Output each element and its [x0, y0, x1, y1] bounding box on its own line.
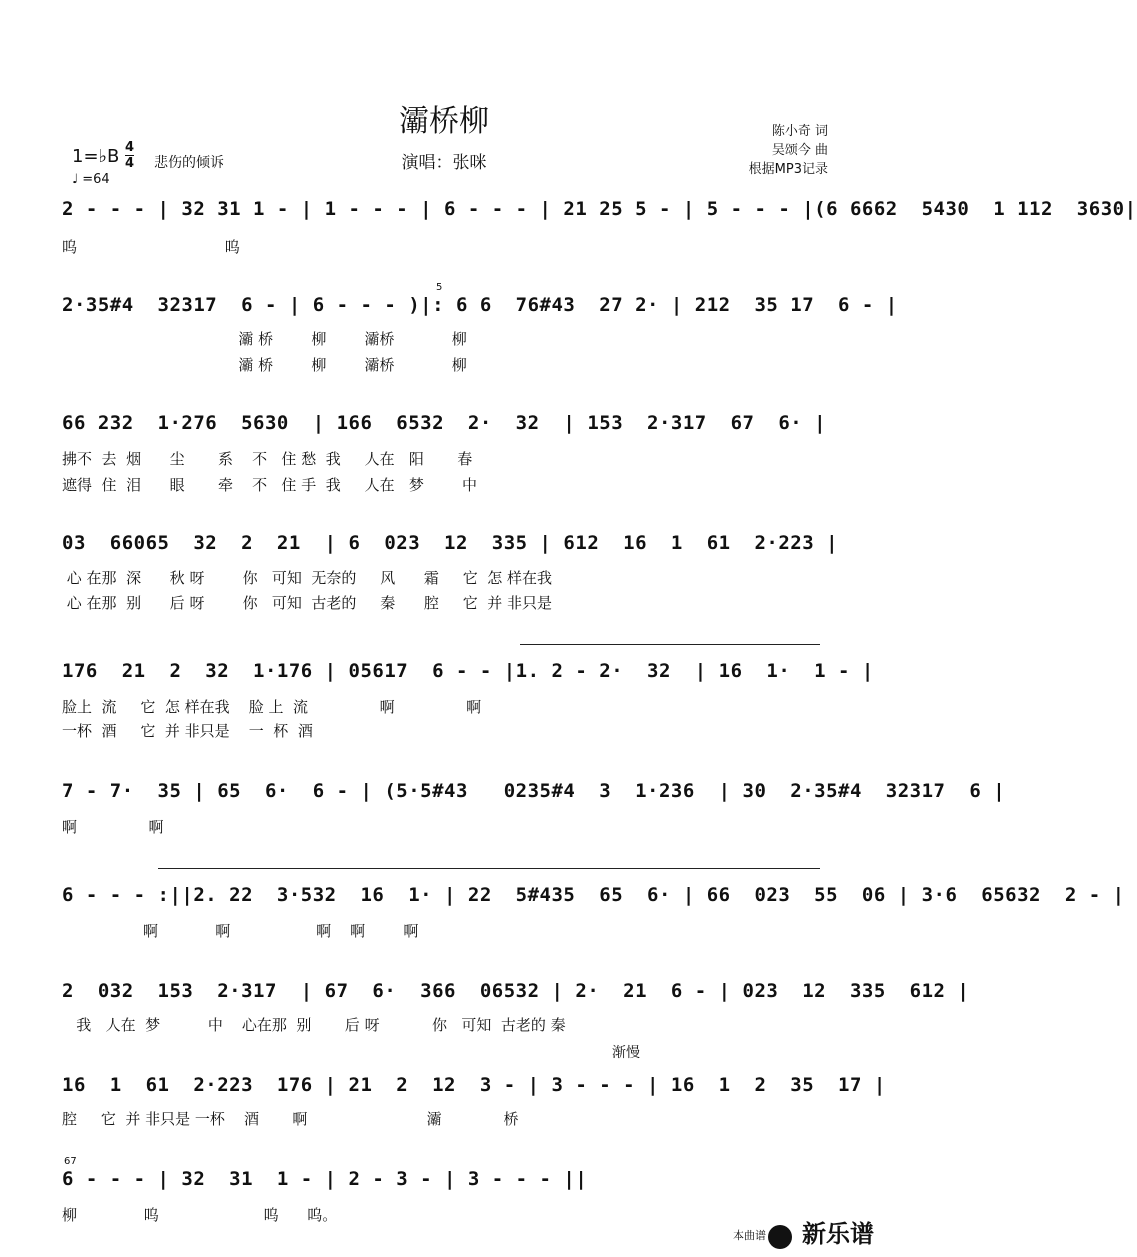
lyrics-row-6-verse-1: 啊 啊	[62, 818, 164, 836]
footer-label: 本曲谱	[733, 1229, 766, 1242]
notation-row-7: 6 - - - :||2. 22 3·532 16 1· | 22 5#435 65 6· | 66 023 55 06 | 3·6 65632 2 - |	[62, 884, 1125, 906]
notation-row-6: 7 - 7· 35 | 65 6· 6 - | (5·5#43 0235#4 3 1·236 | 30 2·35#4 32317 6 |	[62, 780, 1006, 802]
ritardando-marking: 渐慢	[612, 1045, 640, 1061]
time-signature-top: 4	[125, 140, 135, 155]
notation-row-2: 2·35#4 32317 6 - | 6 - - - )|: 6 6 76#43 27 2· | 212 35 17 6 - |	[62, 294, 898, 316]
grace-note-5: 5	[436, 282, 443, 293]
song-title: 灞桥柳	[399, 104, 489, 139]
volta-line-2	[158, 868, 820, 869]
notation-row-1: 2 - - - | 32 31 1 - | 1 - - - | 6 - - - | 21 25 5 - | 5 - - - |(6 6662 5430 1 112 3630|	[62, 198, 1137, 220]
lyrics-row-2-verse-2: 灞 桥 柳 灞桥 柳	[62, 356, 467, 374]
grace-note-67: 67	[64, 1156, 77, 1167]
lyrics-row-8-verse-1: 我 人在 梦 中 心在那 别 后 呀 你 可知 古老的 秦	[62, 1016, 566, 1034]
notation-row-5: 176 21 2 32 1·176 | 05617 6 - - |1. 2 - 2· 32 | 16 1· 1 - |	[62, 660, 874, 682]
notation-row-3: 66 232 1·276 5630 | 166 6532 2· 32 | 153 2·317 67 6· |	[62, 412, 827, 434]
notation-row-9: 16 1 61 2·223 176 | 21 2 12 3 - | 3 - - - | 16 1 2 35 17 |	[62, 1074, 886, 1096]
lyrics-row-5-verse-2: 一杯 酒 它 并 非只是 一 杯 酒	[62, 722, 313, 740]
lyricist-credit: 陈小奇 词	[771, 124, 828, 139]
lyrics-row-10-verse-1: 柳 呜 呜 呜。	[62, 1206, 338, 1224]
tempo-marking: ♩ =64	[72, 172, 110, 187]
brand-logo: 新乐谱	[802, 1220, 874, 1248]
time-signature-bottom: 4	[125, 156, 135, 171]
lyrics-row-3-verse-2: 遮得 住 泪 眼 牵 不 住 手 我 人在 梦 中	[62, 476, 478, 494]
record-logo-icon	[768, 1225, 792, 1249]
key-signature: 1=♭B	[72, 146, 120, 167]
source-note: 根据MP3记录	[748, 162, 828, 177]
singer-credit: 演唱：张咪	[401, 153, 487, 173]
lyrics-row-3-verse-1: 拂不 去 烟 尘 系 不 住 愁 我 人在 阳 春	[62, 450, 473, 468]
notation-row-10: 6 - - - | 32 31 1 - | 2 - 3 - | 3 - - - ||	[62, 1168, 588, 1190]
time-signature	[125, 140, 134, 171]
mood-marking: 悲伤的倾诉	[154, 155, 224, 171]
notation-row-4: 03 66065 32 2 21 | 6 023 12 335 | 612 16 1 61 2·223 |	[62, 532, 839, 554]
lyrics-row-4-verse-2: 心 在那 别 后 呀 你 可知 古老的 秦 腔 它 并 非只是	[62, 594, 553, 612]
lyrics-row-4-verse-1: 心 在那 深 秋 呀 你 可知 无奈的 风 霜 它 怎 样在我	[62, 569, 553, 587]
credits-block	[749, 122, 828, 179]
lyrics-row-2-verse-1: 灞 桥 柳 灞桥 柳	[62, 330, 467, 348]
volta-line-1	[520, 644, 820, 645]
notation-row-8: 2 032 153 2·317 | 67 6· 366 06532 | 2· 21 6 - | 023 12 335 612 |	[62, 980, 970, 1002]
lyrics-row-9-verse-1: 腔 它 并 非只是 一杯 酒 啊 灞 桥	[62, 1110, 519, 1128]
lyrics-row-5-verse-1: 脸上 流 它 怎 样在我 脸 上 流 啊 啊	[62, 698, 482, 716]
lyrics-row-1-verse-1: 呜 呜	[62, 238, 240, 256]
lyrics-row-7-verse-1: 啊 啊 啊 啊 啊	[62, 922, 419, 940]
composer-credit: 吴颂今 曲	[771, 143, 828, 158]
